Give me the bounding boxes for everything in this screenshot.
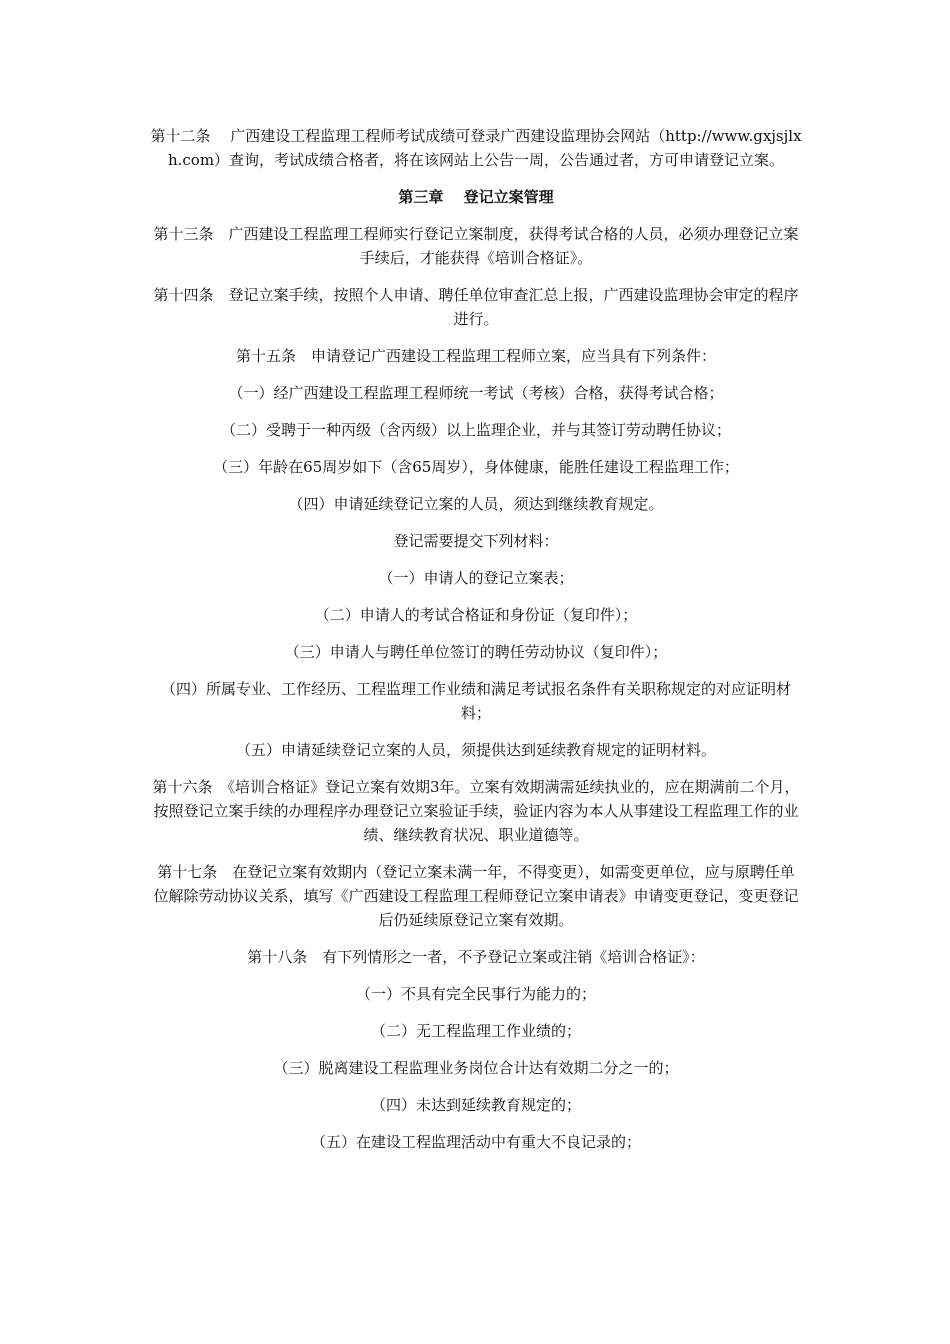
article-12: 第十二条 广西建设工程监理工程师考试成绩可登录广西建设监理协会网站（http://www.gxjsjlxh.com）查询，考试成绩合格者，将在该网站上公告一周，公告通过者，方可申请登记立案。 bbox=[150, 127, 802, 169]
article-14: 第十四条 登记立案手续，按照个人申请、聘任单位审查汇总上报，广西建设监理协会审定的程序进行。 bbox=[153, 286, 799, 328]
article-13: 第十三条 广西建设工程监理工程师实行登记立案制度，获得考试合格的人员，必须办理登记立案手续后，才能获得《培训合格证》。 bbox=[153, 225, 799, 267]
materials-item-2: （二）申请人的考试合格证和身份证（复印件）； bbox=[314, 606, 638, 624]
article-18: 第十八条 有下列情形之一者，不予登记立案或注销《培训合格证》： bbox=[247, 948, 705, 966]
article-15-item-4: （四）申请延续登记立案的人员，须达到继续教育规定。 bbox=[288, 495, 664, 513]
document-page bbox=[150, 124, 802, 1167]
chapter-3-heading: 第三章 登记立案管理 bbox=[398, 188, 554, 206]
article-15-item-3: （三）年龄在65周岁如下（含65周岁），身体健康，能胜任建设工程监理工作； bbox=[213, 458, 739, 476]
materials-intro: 登记需要提交下列材料： bbox=[393, 532, 559, 550]
article-15: 第十五条 申请登记广西建设工程监理工程师立案，应当具有下列条件： bbox=[235, 347, 716, 365]
article-16: 第十六条 《培训合格证》登记立案有效期3年。立案有效期满需延续执业的，应在期满前二个月，按照登记立案手续的办理程序办理登记立案验证手续，验证内容为本人从事建设工程监理工作的业绩、继续教育状况、职业道德等。 bbox=[152, 778, 800, 844]
materials-item-5: （五）申请延续登记立案的人员，须提供达到延续教育规定的证明材料。 bbox=[235, 741, 716, 759]
article-15-item-2: （二）受聘于一种丙级（含丙级）以上监理企业，并与其签订劳动聘任协议； bbox=[220, 421, 731, 439]
article-18-item-5: （五）在建设工程监理活动中有重大不良记录的； bbox=[310, 1133, 641, 1151]
article-15-item-1: （一）经广西建设工程监理工程师统一考试（考核）合格，获得考试合格； bbox=[228, 384, 724, 402]
article-18-item-1: （一）不具有完全民事行为能力的； bbox=[355, 985, 596, 1003]
materials-item-3: （三）申请人与聘任单位签订的聘任劳动协议（复印件）； bbox=[284, 643, 668, 661]
article-17: 第十七条 在登记立案有效期内（登记立案未满一年，不得变更），如需变更单位，应与原聘任单位解除劳动协议关系，填写《广西建设工程监理工程师登记立案申请表》申请变更登记，变更登记后仍延续原登记立案有效期。 bbox=[153, 863, 799, 929]
article-18-item-2: （二）无工程监理工作业绩的； bbox=[370, 1022, 581, 1040]
materials-item-1: （一）申请人的登记立案表； bbox=[378, 569, 574, 587]
article-18-item-3: （三）脱离建设工程监理业务岗位合计达有效期二分之一的； bbox=[273, 1059, 679, 1077]
article-18-item-4: （四）未达到延续教育规定的； bbox=[370, 1096, 581, 1114]
materials-item-4: （四）所属专业、工作经历、工程监理工作业绩和满足考试报名条件有关职称规定的对应证明材料； bbox=[160, 680, 791, 722]
